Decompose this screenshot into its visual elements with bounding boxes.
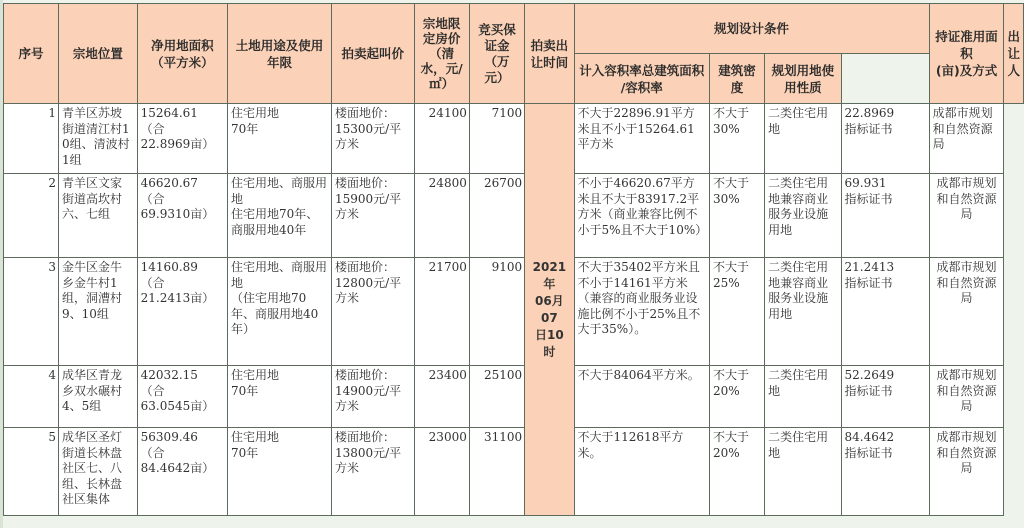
cell-grantor[interactable]: 成都市规划和自然资源局 — [929, 258, 1004, 366]
cell-density[interactable]: 不大于 20% — [709, 366, 764, 428]
cell-land-nature[interactable]: 二类住宅用地 — [765, 366, 841, 428]
cell-location[interactable]: 成华区青龙乡双水碾村4、5组 — [59, 366, 138, 428]
cell-deposit[interactable]: 7100 — [469, 104, 524, 174]
cell-seq[interactable]: 3 — [4, 258, 59, 366]
cell-location[interactable]: 金牛区金牛乡金牛村1组，洞漕村9、10组 — [59, 258, 138, 366]
cell-far[interactable]: 不大于35402平方米且不小于14161平方米（兼容的商业服务业设施比例不小于25%且不大于35%）。 — [574, 258, 709, 366]
header-deposit: 竞买保 证金 （万 元） — [469, 4, 524, 104]
header-seq: 序号 — [4, 4, 59, 104]
cell-start-price[interactable]: 楼面地价： 13800元/平方米 — [331, 428, 414, 516]
cell-start-price[interactable]: 楼面地价： 15300元/平方米 — [331, 104, 414, 174]
cell-location[interactable]: 青羊区文家街道高坎村六、七组 — [59, 174, 138, 258]
cell-use[interactable]: 住宅用地、商服用地 住宅用地70年、商服用地40年 — [228, 174, 332, 258]
cell-use[interactable]: 住宅用地 70年 — [228, 104, 332, 174]
header-start-price: 拍卖起叫价 — [331, 4, 414, 104]
cell-land-nature[interactable]: 二类住宅用地兼容商业服务业设施用地 — [765, 174, 841, 258]
header-housing-price: 宗地限 定房价 （清 水，元/ ㎡） — [414, 4, 469, 104]
cell-far[interactable]: 不大于84064平方米。 — [574, 366, 709, 428]
land-auction-table — [3, 3, 1024, 516]
cell-use[interactable]: 住宅用地 70年 — [228, 428, 332, 516]
header-net-area: 净用地面积 （平方米） — [137, 4, 227, 104]
cell-far[interactable]: 不小于46620.67平方米且不大于83917.2平方米（商业兼容比例不小于5%且不大于10%） — [574, 174, 709, 258]
cell-land-nature[interactable]: 二类住宅用地 — [765, 428, 841, 516]
header-far: 计入容积率总建筑面积 /容积率 — [574, 54, 709, 104]
cell-deposit[interactable]: 25100 — [469, 366, 524, 428]
cell-quota[interactable]: 21.2413 指标证书 — [841, 258, 929, 366]
table-row — [4, 174, 1024, 258]
cell-density[interactable]: 不大于 30% — [709, 104, 764, 174]
header-planning: 规划设计条件 — [574, 4, 929, 54]
cell-grantor[interactable]: 成都市规划和自然资源局 — [929, 174, 1004, 258]
table-row — [4, 428, 1024, 516]
header-density: 建筑密 度 — [709, 54, 764, 104]
cell-land-nature[interactable]: 二类住宅用地 — [765, 104, 841, 174]
cell-density[interactable]: 不大于 25% — [709, 258, 764, 366]
cell-housing-price[interactable]: 21700 — [414, 258, 469, 366]
cell-housing-price[interactable]: 24100 — [414, 104, 469, 174]
cell-grantor[interactable]: 成都市规划和自然资源局 — [929, 366, 1004, 428]
cell-location[interactable]: 成华区圣灯街道长林盘社区七、八组、长林盘社区集体 — [59, 428, 138, 516]
cell-grantor[interactable]: 成都市规划和自然资源局 — [929, 428, 1004, 516]
cell-net-area[interactable]: 15264.61 （合 22.8969亩） — [137, 104, 227, 174]
cell-seq[interactable]: 5 — [4, 428, 59, 516]
cell-quota[interactable]: 84.4642 指标证书 — [841, 428, 929, 516]
cell-grantor[interactable]: 成都市规划和自然资源局 — [929, 104, 1004, 174]
table-row — [4, 104, 1024, 174]
cell-use[interactable]: 住宅用地 70年 — [228, 366, 332, 428]
cell-auction-time[interactable]: 2021年 06月07 日10时 — [525, 104, 574, 516]
header-auction-time: 拍卖出 让时间 — [525, 4, 574, 104]
cell-seq[interactable]: 2 — [4, 174, 59, 258]
cell-housing-price[interactable]: 23000 — [414, 428, 469, 516]
header-location: 宗地位置 — [59, 4, 138, 104]
cell-seq[interactable]: 1 — [4, 104, 59, 174]
table-row — [4, 366, 1024, 428]
cell-quota[interactable]: 69.931 指标证书 — [841, 174, 929, 258]
cell-land-nature[interactable]: 二类住宅用地兼容商业服务业设施用地 — [765, 258, 841, 366]
cell-start-price[interactable]: 楼面地价： 14900元/平方米 — [331, 366, 414, 428]
cell-quota[interactable]: 22.8969 指标证书 — [841, 104, 929, 174]
header-land-nature: 规划用地使 用性质 — [765, 54, 841, 104]
cell-location[interactable]: 青羊区苏坡街道清江村10组、清波村1组 — [59, 104, 138, 174]
cell-net-area[interactable]: 42032.15 （合 63.0545亩） — [137, 366, 227, 428]
cell-start-price[interactable]: 楼面地价： 15900元/平方米 — [331, 174, 414, 258]
cell-far[interactable]: 不大于112618平方米。 — [574, 428, 709, 516]
cell-housing-price[interactable]: 23400 — [414, 366, 469, 428]
cell-use[interactable]: 住宅用地、商服用地 （住宅用地70年、商服用地40年） — [228, 258, 332, 366]
cell-net-area[interactable]: 46620.67 （合 69.9310亩） — [137, 174, 227, 258]
cell-density[interactable]: 不大于 30% — [709, 174, 764, 258]
cell-seq[interactable]: 4 — [4, 366, 59, 428]
header-quota: 持证准用面积 (亩)及方式 — [929, 4, 1004, 104]
cell-net-area[interactable]: 14160.89 （合 21.2413亩） — [137, 258, 227, 366]
cell-quota[interactable]: 52.2649 指标证书 — [841, 366, 929, 428]
cell-deposit[interactable]: 31100 — [469, 428, 524, 516]
cell-deposit[interactable]: 9100 — [469, 258, 524, 366]
header-use: 土地用途及使用 年限 — [228, 4, 332, 104]
cell-net-area[interactable]: 56309.46 （合 84.4642亩） — [137, 428, 227, 516]
cell-deposit[interactable]: 26700 — [469, 174, 524, 258]
cell-far[interactable]: 不大于22896.91平方米且不小于15264.61平方米 — [574, 104, 709, 174]
cell-start-price[interactable]: 楼面地价： 12800元/平方米 — [331, 258, 414, 366]
header-grantor: 出让人 — [1004, 4, 1024, 104]
cell-density[interactable]: 不大于 20% — [709, 428, 764, 516]
table-row — [4, 258, 1024, 366]
cell-housing-price[interactable]: 24800 — [414, 174, 469, 258]
